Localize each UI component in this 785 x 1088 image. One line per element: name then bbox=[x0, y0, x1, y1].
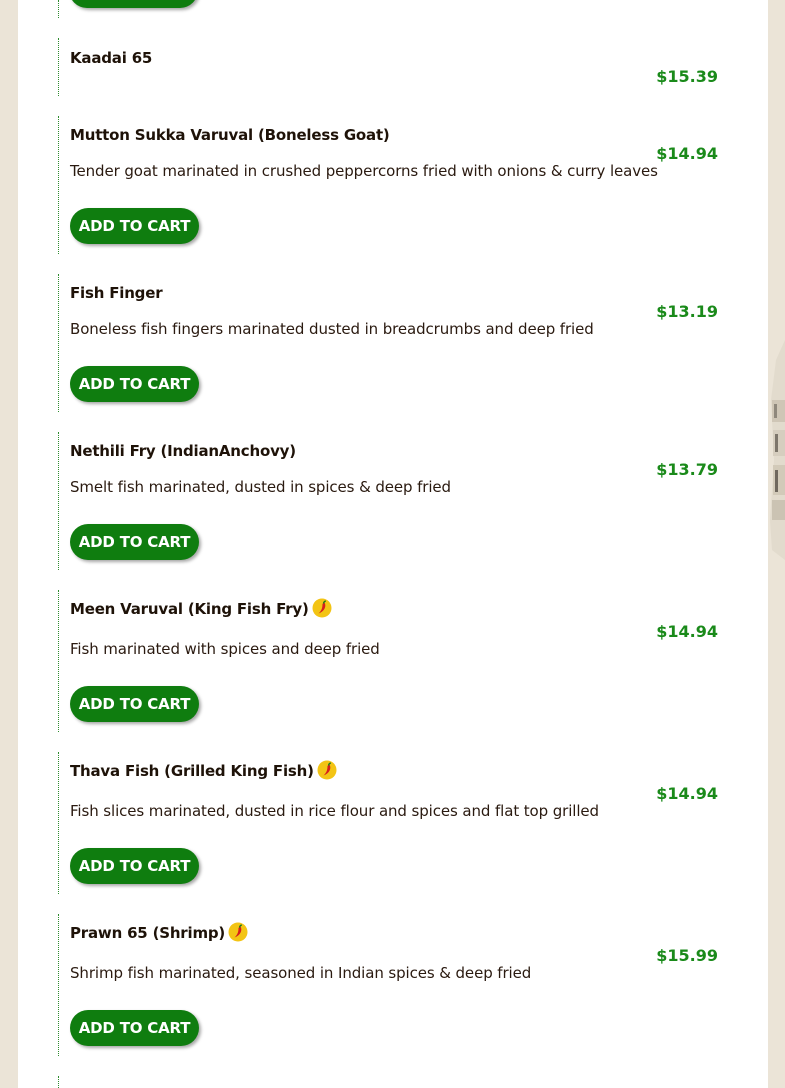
chili-pepper-icon bbox=[228, 922, 248, 942]
menu-item-name-row bbox=[70, 762, 337, 780]
menu-item bbox=[58, 116, 728, 254]
menu-item bbox=[58, 274, 728, 412]
menu-item-price: $14.94 bbox=[656, 144, 718, 163]
menu-item-description: Boneless fish fingers marinated dusted in breadcrumbs and deep fried bbox=[70, 320, 594, 338]
menu-item-price: $13.79 bbox=[656, 460, 718, 479]
menu-item-name: Prawn 65 (Shrimp) bbox=[70, 924, 226, 942]
chili-pepper-icon bbox=[317, 760, 337, 780]
add-to-cart-button[interactable]: ADD TO CART bbox=[70, 524, 199, 560]
menu-item bbox=[58, 432, 728, 570]
menu-item-description: Fish marinated with spices and deep fried bbox=[70, 640, 380, 658]
menu-item-name: Meen Varuval (King Fish Fry) bbox=[70, 600, 309, 618]
menu-item-price: $13.19 bbox=[656, 302, 718, 321]
add-to-cart-button[interactable]: ADD TO CART bbox=[70, 848, 199, 884]
menu-panel bbox=[18, 0, 768, 1088]
menu-item-name: Nethili Fry (IndianAnchovy) bbox=[70, 442, 296, 460]
add-to-cart-button[interactable]: ADD TO CART bbox=[70, 1010, 199, 1046]
menu-item-description: Fish slices marinated, dusted in rice flour and spices and flat top grilled bbox=[70, 802, 599, 820]
chili-pepper-icon bbox=[312, 598, 332, 618]
menu-item bbox=[58, 38, 728, 96]
menu-item-name-row bbox=[70, 924, 248, 942]
add-to-cart-button[interactable]: ADD TO CART bbox=[70, 208, 199, 244]
menu-item-description: Smelt fish marinated, dusted in spices & deep fried bbox=[70, 478, 451, 496]
menu-item bbox=[58, 590, 728, 732]
add-to-cart-button[interactable] bbox=[69, 0, 198, 8]
add-to-cart-button[interactable]: ADD TO CART bbox=[70, 686, 199, 722]
menu-item bbox=[58, 1076, 728, 1088]
menu-item-description: Shrimp fish marinated, seasoned in Indian spices & deep fried bbox=[70, 964, 532, 982]
menu-item-price: $14.94 bbox=[656, 784, 718, 803]
menu-item bbox=[58, 914, 728, 1056]
menu-item-name: Fish Finger bbox=[70, 284, 163, 302]
menu-item-price: $14.94 bbox=[656, 622, 718, 641]
add-to-cart-button[interactable]: ADD TO CART bbox=[70, 366, 199, 402]
menu-item-name: Kaadai 65 bbox=[70, 49, 153, 67]
menu-item-description: Tender goat marinated in crushed peppercorns fried with onions & curry leaves bbox=[70, 162, 658, 180]
menu-item-price: $15.99 bbox=[656, 946, 718, 965]
menu-item-price: $15.39 bbox=[656, 67, 718, 86]
menu-item-name-row bbox=[70, 600, 332, 618]
background-decoration bbox=[768, 340, 785, 560]
menu-item-name: Mutton Sukka Varuval (Boneless Goat) bbox=[70, 126, 390, 144]
menu-item-name: Thava Fish (Grilled King Fish) bbox=[70, 762, 314, 780]
menu-item-divider bbox=[58, 0, 59, 18]
menu-item bbox=[58, 752, 728, 894]
